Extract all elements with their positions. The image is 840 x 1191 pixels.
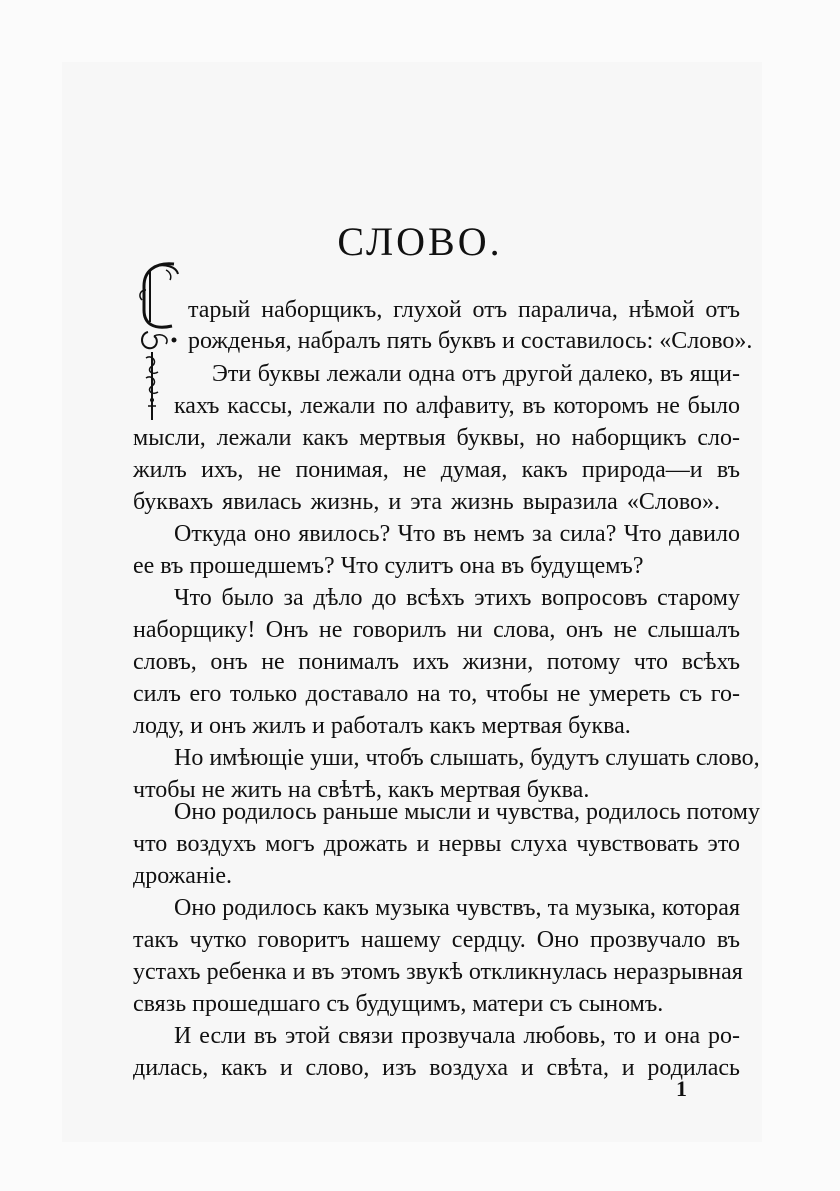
text-line: что воздухъ могъ дрожать и нервы слуха чувствовать это: [133, 831, 740, 857]
text-line: такъ чутко говоритъ нашему сердцу. Оно прозвучало въ: [133, 927, 740, 953]
page-number: 1: [676, 1076, 687, 1101]
text-line: Откуда оно явилось? Что въ немъ за сила? Что давило: [174, 521, 740, 547]
text-line: устахъ ребенка и въ этомъ звукѣ откликнулась неразрывная: [133, 959, 743, 985]
text-line: Что было за дѣло до всѣхъ этихъ вопросовъ старому: [174, 585, 740, 611]
text-line: связь прошедшаго съ будущимъ, матери съ сыномъ.: [133, 991, 664, 1017]
text-line: Оно родилось раньше мысли и чувства, родилось потому: [174, 799, 760, 825]
text-line: ее въ прошедшемъ? Что сулитъ она въ будущемъ?: [133, 553, 644, 579]
text-line: Эти буквы лежали одна отъ другой далеко, въ ящи-: [212, 361, 740, 387]
text-line: буквахъ явилась жизнь, и эта жизнь выразила «Слово».: [133, 489, 720, 515]
text-line: дрожаніе.: [133, 863, 233, 889]
text-line: рожденья, набралъ пять буквъ и составилось: «Слово».: [188, 328, 753, 354]
page-title: СЛОВО.: [337, 219, 503, 264]
text-line: лоду, и онъ жилъ и работалъ какъ мертвая буква.: [133, 713, 631, 739]
text-line: мысли, лежали какъ мертвыя буквы, но наборщикъ сло-: [133, 425, 740, 451]
text-line: жилъ ихъ, не понимая, не думая, какъ природа—и въ: [133, 457, 740, 483]
text-line: словъ, онъ не понималъ ихъ жизни, потому что всѣхъ: [133, 649, 740, 675]
text-line: наборщику! Онъ не говорилъ ни слова, онъ не слышалъ: [133, 617, 740, 643]
text-line: чтобы не жить на свѣтѣ, какъ мертвая буква.: [133, 777, 590, 803]
text-line: тарый наборщикъ, глухой отъ паралича, нѣмой отъ: [188, 297, 740, 323]
text-line: Оно родилось какъ музыка чувствъ, та музыка, которая: [174, 895, 740, 921]
text-line: Но имѣющіе уши, чтобъ слышать, будутъ слушать слово,: [174, 745, 760, 771]
text-line: кахъ кассы, лежали по алфавиту, въ которомъ не было: [174, 393, 740, 419]
text-line: силъ его только доставало на то, чтобы не умереть съ го-: [133, 681, 740, 707]
text-line: дилась, какъ и слово, изъ воздуха и свѣта, и родилась: [133, 1055, 740, 1081]
text-line: И если въ этой связи прозвучала любовь, то и она ро-: [174, 1023, 740, 1049]
